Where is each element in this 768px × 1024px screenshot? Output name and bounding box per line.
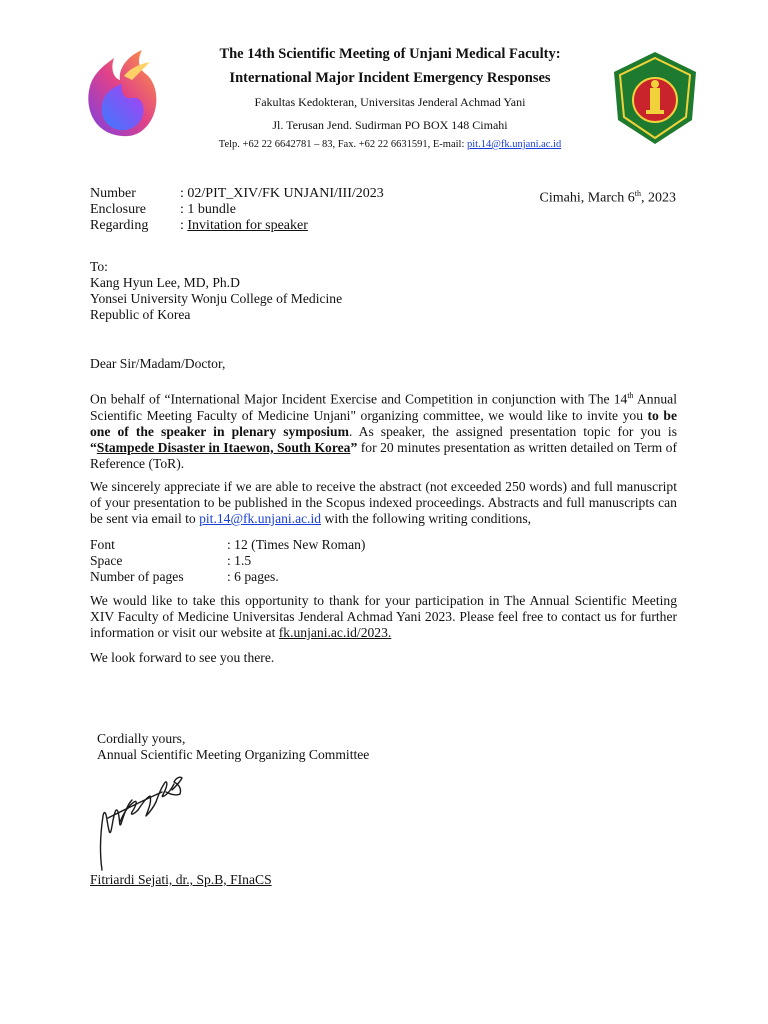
p1-quote-open: “	[90, 439, 97, 455]
p2-email-link[interactable]: pit.14@fk.unjani.ac.id	[199, 511, 322, 526]
header-address: Jl. Terusan Jend. Sudirman PO BOX 148 Cimahi	[272, 118, 508, 132]
handwritten-signature	[94, 766, 186, 872]
p1-line3-b: . As speaker, the assigned presentation topic for you is	[348, 423, 677, 439]
condition-pages-value: : 6 pages.	[227, 569, 279, 584]
number-label: Number	[90, 186, 136, 201]
p1-line2-a: Scientific Meeting Faculty of Medicine Unjani" organizing committee, we would like to invite you	[90, 407, 648, 423]
header-faculty: Fakultas Kedokteran, Universitas Jenderal Achmad Yani	[254, 95, 526, 109]
recipient-country: Republic of Korea	[90, 307, 191, 322]
p2-line3-b: with the following writing conditions,	[321, 511, 532, 526]
condition-font-label: Font	[90, 537, 115, 552]
number-value: : 02/PIT_XIV/FK UNJANI/III/2023	[180, 186, 384, 201]
paragraph-abstract	[90, 479, 677, 527]
condition-pages-label: Number of pages	[90, 569, 184, 584]
flame-logo	[84, 46, 162, 138]
website-link[interactable]: fk.unjani.ac.id/2023.	[278, 625, 392, 640]
p1-line2-bold: to be	[647, 407, 677, 423]
header-contact	[150, 139, 630, 150]
p3-line1: We would like to take this opportunity to thank for your participation in The Annual Scientific Meeting	[90, 593, 677, 608]
header-title-line1: The 14th Scientific Meeting of Unjani Medical Faculty:	[219, 46, 561, 62]
p2-line1: We sincerely appreciate if we are able to receive the abstract (not exceeded 250 words) and full	[90, 479, 613, 494]
condition-space-value: : 1.5	[227, 553, 252, 568]
closing-line: We look forward to see you there.	[90, 650, 275, 665]
enclosure-value: : 1 bundle	[180, 202, 236, 217]
regarding-text: Invitation for speaker	[187, 218, 308, 233]
p1-line4-b: for 20 minutes presentation as written detailed on Term	[357, 439, 663, 455]
letter-date	[540, 185, 677, 207]
p3-line2: XIV Faculty of Medicine Universitas Jenderal Achmad Yani 2023. Please feel free to contact us for	[90, 609, 637, 624]
enclosure-label: Enclosure	[90, 202, 146, 217]
regarding-value	[180, 217, 308, 234]
paragraph-invitation	[90, 388, 677, 472]
regarding-label: Regarding	[90, 218, 149, 233]
signer-name: Fitriardi Sejati, dr., Sp.B, FInaCS	[90, 872, 272, 887]
p1-line1-sup: th	[627, 391, 634, 400]
date-prefix: Cimahi, March 6	[539, 190, 635, 206]
condition-space-label: Space	[90, 553, 123, 568]
date-suffix: , 2023	[641, 190, 676, 206]
header-email-link[interactable]: pit.14@fk.unjani.ac.id	[466, 139, 562, 150]
unjani-seal	[612, 50, 698, 146]
contact-text: Telp. +62 22 6642781 – 83, Fax. +62 22 6631591, E-mail:	[218, 139, 467, 150]
regarding-colon: :	[180, 218, 188, 233]
condition-font-value: : 12 (Times New Roman)	[227, 537, 366, 552]
paragraph-thanks	[90, 593, 677, 641]
p1-line1-b: Annual	[633, 391, 677, 407]
recipient-name: Kang Hyun Lee, MD, Ph.D	[90, 275, 240, 290]
p1-line1-a: On behalf of “International Major Incident Exercise and Competition in conjunction with The 14	[90, 391, 628, 407]
date-sup: th	[634, 189, 641, 198]
p1-topic: Stampede Disaster in Itaewon, South Korea	[96, 439, 351, 455]
p1-line5: of Reference (ToR).	[90, 439, 677, 471]
salutation: Dear Sir/Madam/Doctor,	[90, 356, 226, 371]
p2-line2: manuscript of your presentation to be published in the Scopus indexed proceedings. Abstracts and full	[90, 479, 677, 510]
recipient-institution: Yonsei University Wonju College of Medicine	[90, 291, 343, 306]
header-title-line2: International Major Incident Emergency Responses	[229, 70, 551, 86]
p1-quote-close: ”	[350, 439, 358, 455]
committee: Annual Scientific Meeting Organizing Committee	[97, 747, 370, 762]
p2-line3-a: manuscripts can be sent via email to	[90, 495, 677, 526]
recipient-to: To:	[90, 259, 108, 274]
p3-line3-a: further information or visit our website at	[90, 609, 678, 640]
cordially: Cordially yours,	[97, 731, 186, 746]
p1-line3-bold: one of the speaker in plenary symposium	[90, 423, 349, 439]
